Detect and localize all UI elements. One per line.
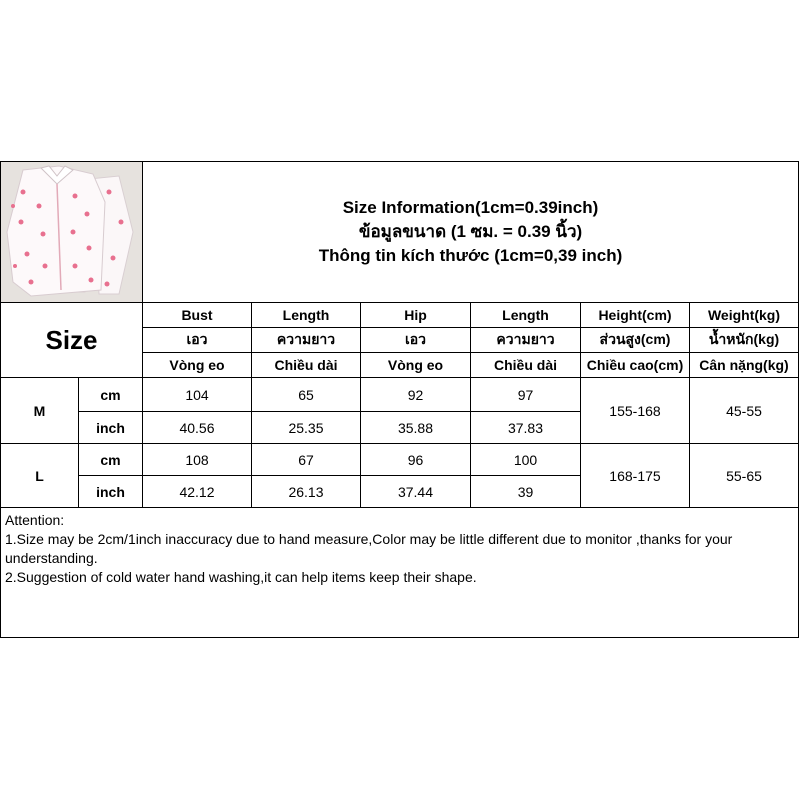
product-photo: [1, 162, 143, 303]
unit-label-cm: cm: [79, 444, 143, 476]
m-hip-cm: 92: [361, 378, 471, 412]
m-height: 155-168: [581, 378, 690, 444]
m-hip-inch: 35.88: [361, 412, 471, 444]
col-header-hip-vi: Vòng eo: [361, 353, 471, 378]
col-header-weight-th: น้ำหนัก(kg): [690, 328, 798, 353]
col-header-length2-th: ความยาว: [471, 328, 581, 353]
size-information-title: [143, 162, 798, 303]
note-line-2: 2.Suggestion of cold water hand washing,it can help items keep their shape.: [5, 569, 477, 585]
l-height: 168-175: [581, 444, 690, 508]
note-line-1: 1.Size may be 2cm/1inch inaccuracy due to hand measure,Color may be little different due to monitor ,thanks for your understanding.: [5, 531, 733, 566]
col-header-height-th: ส่วนสูง(cm): [581, 328, 690, 353]
m-bust-inch: 40.56: [143, 412, 252, 444]
col-header-length-th: ความยาว: [252, 328, 361, 353]
attention-notes: [1, 509, 798, 637]
title-english: Size Information(1cm=0.39inch): [342, 198, 599, 217]
m-length-inch: 25.35: [252, 412, 361, 444]
col-header-length2-en: Length: [471, 303, 581, 328]
size-chart-table: [0, 161, 799, 638]
col-header-height-vi: Chiều cao(cm): [581, 353, 690, 378]
title-thai: ข้อมูลขนาด (1 ซม. = 0.39 นิ้ว): [358, 222, 583, 241]
col-header-length-en: Length: [252, 303, 361, 328]
m-bust-cm: 104: [143, 378, 252, 412]
l-bust-inch: 42.12: [143, 476, 252, 508]
m-length-cm: 65: [252, 378, 361, 412]
size-column-heading: Size: [1, 303, 143, 378]
size-label-m: M: [1, 378, 79, 444]
col-header-bust-th: เอว: [143, 328, 252, 353]
l-bust-cm: 108: [143, 444, 252, 476]
l-hip-cm: 96: [361, 444, 471, 476]
col-header-hip-en: Hip: [361, 303, 471, 328]
col-header-hip-th: เอว: [361, 328, 471, 353]
l-length2-inch: 39: [471, 476, 581, 508]
title-vietnamese: Thông tin kích thước (1cm=0,39 inch): [318, 246, 623, 265]
unit-label-cm: cm: [79, 378, 143, 412]
col-header-length2-vi: Chiều dài: [471, 353, 581, 378]
col-header-bust-vi: Vòng eo: [143, 353, 252, 378]
m-length2-inch: 37.83: [471, 412, 581, 444]
col-header-bust-en: Bust: [143, 303, 252, 328]
l-weight: 55-65: [690, 444, 798, 508]
pajama-set-image: [1, 162, 142, 302]
m-length2-cm: 97: [471, 378, 581, 412]
col-header-length-vi: Chiều dài: [252, 353, 361, 378]
unit-label-inch: inch: [79, 476, 143, 508]
col-header-weight-vi: Cân nặng(kg): [690, 353, 798, 378]
l-hip-inch: 37.44: [361, 476, 471, 508]
col-header-weight-en: Weight(kg): [690, 303, 798, 328]
m-weight: 45-55: [690, 378, 798, 444]
col-header-height-en: Height(cm): [581, 303, 690, 328]
l-length-cm: 67: [252, 444, 361, 476]
l-length-inch: 26.13: [252, 476, 361, 508]
l-length2-cm: 100: [471, 444, 581, 476]
size-label-l: L: [1, 444, 79, 508]
unit-label-inch: inch: [79, 412, 143, 444]
notes-heading: Attention:: [5, 512, 65, 528]
